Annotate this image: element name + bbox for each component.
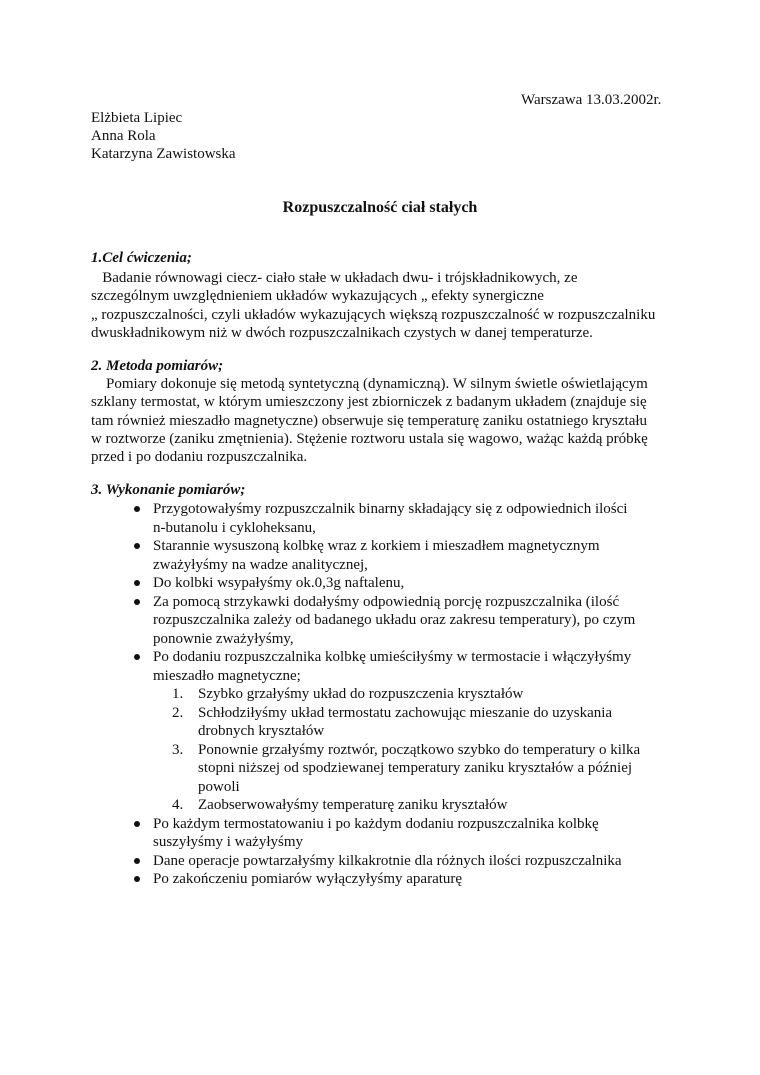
paragraph-line: Pomiary dokonuje się metodą syntetyczną (dynamiczną). W silnym świetle oświetlającym <box>91 376 648 392</box>
list-item-line: Po zakończeniu pomiarów wyłączyłyśmy aparaturę <box>153 871 463 887</box>
bullet-icon <box>134 858 140 864</box>
document-title: Rozpuszczalność ciał stałych <box>282 199 478 216</box>
list-item-line: Schłodziłyśmy układ termostatu zachowując mieszanie do uzyskania <box>198 704 613 721</box>
list-item-line: zważyłyśmy na wadze analitycznej, <box>153 556 368 573</box>
list-item-line: Starannie wysuszoną kolbkę wraz z korkiem i mieszadłem magnetycznym <box>153 538 600 554</box>
bullet-icon <box>134 543 140 549</box>
list-item-line: Ponownie grzałyśmy roztwór, początkowo szybko do temperatury o kilka <box>198 741 641 758</box>
list-item-line: Po dodaniu rozpuszczalnika kolbkę umieściłyśmy w termostacie i włączyłyśmy <box>153 649 632 665</box>
paragraph-line: Badanie równowagi ciecz- ciało stałe w układach dwu- i trójskładnikowych, ze <box>91 270 578 286</box>
list-item-line: rozpuszczalnika zależy od badanego układu oraz zakresu temperatury), po czym <box>153 612 636 628</box>
paragraph-line: „ rozpuszczalności, czyli układów wykazujących większą rozpuszczalność w rozpuszczalniku <box>91 306 656 323</box>
author: Katarzyna Zawistowska <box>91 146 236 162</box>
author: Anna Rola <box>91 128 156 144</box>
date: Warszawa 13.03.2002r. <box>521 92 662 108</box>
list-item-line: Za pomocą strzykawki dodałyśmy odpowiednią porcję rozpuszczalnika (ilość <box>153 593 620 610</box>
section-heading: 1.Cel ćwiczenia; <box>91 250 192 266</box>
list-item-line: powoli <box>198 778 240 795</box>
paragraph-line: szklany termostat, w którym umieszczony jest zbiorniczek z badanym układem (znajduje się <box>91 394 647 411</box>
list-item-line: Do kolbki wsypałyśmy ok.0,3g naftalenu, <box>153 575 405 591</box>
paragraph-line: przed i po dodaniu rozpuszczalnika. <box>91 449 308 466</box>
bullet-icon <box>134 876 140 882</box>
list-number: 4. <box>172 797 184 813</box>
bullet-icon <box>134 599 140 605</box>
list-item-line: drobnych kryształów <box>198 723 325 739</box>
bullet-icon <box>134 654 140 660</box>
list-item-line: Przygotowałyśmy rozpuszczalnik binarny składający się z odpowiednich ilości <box>153 501 628 517</box>
list-item-line: stopni niższej od spodziewanej temperatury zaniku kryształów a później <box>198 760 633 776</box>
list-number: 3. <box>172 741 184 758</box>
list-item-line: Po każdym termostatowaniu i po każdym dodaniu rozpuszczalnika kolbkę <box>153 815 599 832</box>
bullet-icon <box>134 506 140 512</box>
list-item-line: n-butanolu i cykloheksanu, <box>153 519 316 536</box>
paragraph-line: dwuskładnikowym niż w dwóch rozpuszczalnikach czystych w danej temperaturze. <box>91 324 593 341</box>
list-item-line: mieszadło magnetyczne; <box>153 667 301 684</box>
list-item-line: Szybko grzałyśmy układ do rozpuszczenia kryształów <box>198 686 524 702</box>
bullet-icon <box>134 580 140 586</box>
list-item-line: Dane operacje powtarzałyśmy kilkakrotnie dla różnych ilości rozpuszczalnika <box>153 852 622 869</box>
paragraph-line: szczególnym uwzględnieniem układów wykazujących „ efekty synergiczne <box>91 288 544 305</box>
author: Elżbieta Lipiec <box>91 110 183 126</box>
list-item-line: suszyłyśmy i ważyłyśmy <box>153 834 303 850</box>
paragraph-line: w roztworze (zaniku zmętnienia). Stężenie roztworu ustala się wagowo, ważąc każdą próbkę <box>91 430 648 447</box>
section-heading: 2. Metoda pomiarów; <box>91 358 224 374</box>
list-item-line: Zaobserwowałyśmy temperaturę zaniku kryształów <box>198 797 508 813</box>
paragraph-line: tam również mieszadło magnetyczne) obserwuje się temperaturę zaniku ostatniego kryształu <box>91 412 648 429</box>
list-number: 2. <box>172 704 184 721</box>
bullet-icon <box>134 821 140 827</box>
section-heading: 3. Wykonanie pomiarów; <box>91 482 246 498</box>
list-item-line: ponownie zważyłyśmy, <box>153 630 294 647</box>
list-number: 1. <box>172 686 184 702</box>
